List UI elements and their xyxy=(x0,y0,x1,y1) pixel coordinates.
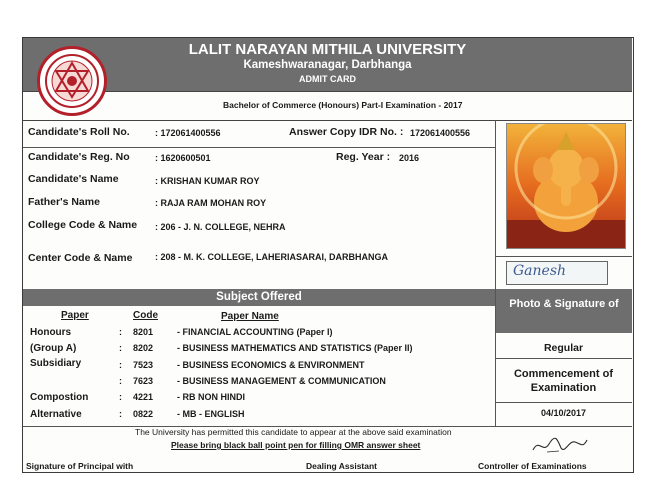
paper-code: 8202 xyxy=(133,343,154,353)
paper-code: 7623 xyxy=(133,376,154,386)
university-seal xyxy=(37,46,107,116)
reg-value: : 1620600501 xyxy=(155,153,211,163)
paper-type: Subsidiary xyxy=(30,358,82,369)
paper-name: - BUSINESS MANAGEMENT & COMMUNICATION xyxy=(177,376,386,386)
header-band xyxy=(23,38,632,91)
seal-emblem-icon xyxy=(40,49,104,113)
answer-copy-value: 172061400556 xyxy=(410,128,471,138)
paper-code: 7523 xyxy=(133,360,154,370)
photo-signature-band xyxy=(496,289,632,333)
separator: : xyxy=(119,392,122,402)
document-type: ADMIT CARD xyxy=(299,74,356,84)
paper-name: - BUSINESS ECONOMICS & ENVIRONMENT xyxy=(177,360,365,370)
controller-label: Controller of Examinations xyxy=(478,461,587,471)
paper-type: Honours xyxy=(30,327,72,338)
reg-label: Candidate's Reg. No xyxy=(28,151,130,163)
paper-code: 4221 xyxy=(133,392,154,402)
col-code-header: Code xyxy=(133,310,158,321)
paper-code: 8201 xyxy=(133,327,154,337)
deity-image-icon xyxy=(507,124,625,248)
photo-signature-label: Photo & Signature of xyxy=(509,298,619,310)
separator: : xyxy=(119,376,122,386)
candidate-signature xyxy=(506,261,608,285)
name-value: : KRISHAN KUMAR ROY xyxy=(155,176,260,186)
permission-text: The University has permitted this candidate to appear at the above said examination xyxy=(135,427,452,437)
principal-signature-label: Signature of Principal with xyxy=(26,461,134,471)
separator: : xyxy=(119,327,122,337)
paper-name: - MB - ENGLISH xyxy=(177,409,245,419)
name-label: Candidate's Name xyxy=(28,173,119,185)
father-label: Father's Name xyxy=(28,196,100,208)
dealing-assistant-label: Dealing Assistant xyxy=(306,461,378,471)
paper-name: - BUSINESS MATHEMATICS AND STATISTICS (Paper II) xyxy=(177,343,413,353)
row-divider xyxy=(23,147,495,148)
paper-code: 0822 xyxy=(133,409,154,419)
center-value: : 208 - M. K. COLLEGE, LAHERIASARAI, DARBHANGA xyxy=(155,252,389,262)
signature-text: Ganesh xyxy=(513,263,567,279)
university-name: LALIT NARAYAN MITHILA UNIVERSITY xyxy=(188,41,467,58)
paper-type: Compostion xyxy=(30,392,89,403)
paper-name: - FINANCIAL ACCOUNTING (Paper I) xyxy=(177,327,333,337)
father-value: : RAJA RAM MOHAN ROY xyxy=(155,198,267,208)
center-label: Center Code & Name xyxy=(28,252,133,264)
separator: : xyxy=(119,360,122,370)
reg-year-value: 2016 xyxy=(399,153,420,163)
exam-name: Bachelor of Commerce (Honours) Part-I Examination - 2017 xyxy=(223,100,463,110)
paper-type: (Group A) xyxy=(30,343,77,354)
controller-signature-icon xyxy=(529,434,589,456)
university-address: Kameshwaranagar, Darbhanga xyxy=(243,59,412,71)
roll-label: Candidate's Roll No. xyxy=(28,126,130,138)
paper-type: Alternative xyxy=(30,409,82,420)
instruction-text: Please bring black ball point pen for filling OMR answer sheet xyxy=(171,440,421,450)
exam-row xyxy=(23,91,632,121)
paper-name: - RB NON HINDI xyxy=(177,392,245,402)
right-divider xyxy=(496,358,632,359)
separator: : xyxy=(119,409,122,419)
separator: : xyxy=(119,343,122,353)
subject-offered-title: Subject Offered xyxy=(216,291,302,303)
exam-mode: Regular xyxy=(543,342,584,354)
reg-year-label: Reg. Year : xyxy=(336,151,391,163)
column-divider xyxy=(495,120,496,426)
examination-label: Examination xyxy=(530,382,597,394)
admit-card xyxy=(22,37,634,473)
right-divider xyxy=(496,402,632,403)
commencement-date: 04/10/2017 xyxy=(540,408,587,418)
college-value: : 206 - J. N. COLLEGE, NEHRA xyxy=(155,222,286,232)
commencement-label: Commencement of xyxy=(513,368,614,380)
answer-copy-label: Answer Copy IDR No. : xyxy=(289,126,404,138)
roll-value: : 172061400556 xyxy=(155,128,221,138)
col-name-header: Paper Name xyxy=(221,311,279,322)
subject-offered-band xyxy=(23,289,495,306)
col-paper-header: Paper xyxy=(61,310,89,321)
college-label: College Code & Name xyxy=(28,219,138,231)
photo-divider xyxy=(495,256,632,257)
candidate-photo xyxy=(506,123,626,249)
